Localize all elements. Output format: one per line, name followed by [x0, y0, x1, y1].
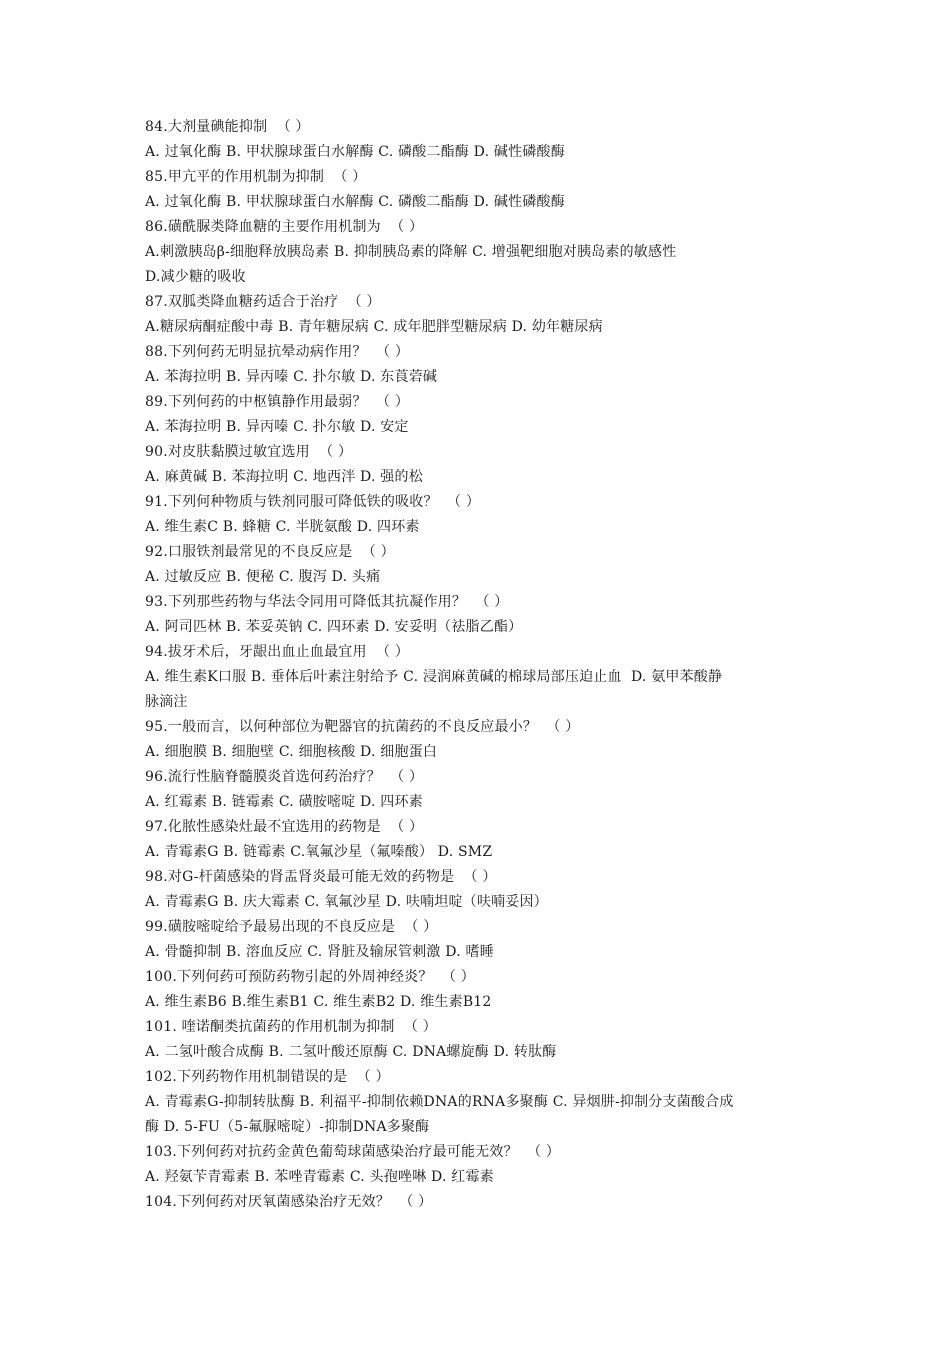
text-line: 87.双胍类降血糖药适合于治疗 （ ）	[145, 294, 381, 310]
text-line: 92.口服铁剂最常见的不良反应是 （ ）	[145, 544, 395, 560]
text-line: A. 阿司匹林 B. 苯妥英钠 C. 四环素 D. 安妥明（祛脂乙酯）	[145, 619, 523, 635]
text-line: 89.下列何药的中枢镇静作用最弱？ （ ）	[145, 394, 410, 410]
text-line: 96.流行性脑脊髓膜炎首选何药治疗？ （ ）	[145, 769, 424, 785]
text-line: 85.甲亢平的作用机制为抑制 （ ）	[145, 169, 367, 185]
text-line: A. 青霉素G-抑制转肽酶 B. 利福平-抑制依赖DNA的RNA多聚酶 C. 异烟肼-抑制分支菌酸合成	[145, 1094, 734, 1110]
text-line: 84.大剂量碘能抑制 （ ）	[145, 119, 310, 135]
text-line: 98.对G-杆菌感染的肾盂肾炎最可能无效的药物是 （ ）	[145, 869, 497, 885]
text-line: 酶 D. 5-FU（5-氟脲嘧啶）-抑制DNA多聚酶	[145, 1119, 430, 1135]
text-line: A. 过氧化酶 B. 甲状腺球蛋白水解酶 C. 磷酸二酯酶 D. 碱性磷酸酶	[145, 194, 565, 210]
text-line: 100.下列何药可预防药物引起的外周神经炎？ （ ）	[145, 969, 475, 985]
text-line: A. 过氧化酶 B. 甲状腺球蛋白水解酶 C. 磷酸二酯酶 D. 碱性磷酸酶	[145, 144, 565, 160]
text-line: A. 青霉素G B. 链霉素 C.氧氟沙星（氟嗪酸） D. SMZ	[145, 844, 493, 860]
text-line: 103.下列何药对抗药金黄色葡萄球菌感染治疗最可能无效？ （ ）	[145, 1144, 561, 1160]
text-line: 101. 喹诺酮类抗菌药的作用机制为抑制 （ ）	[145, 1019, 437, 1035]
text-line: 97.化脓性感染灶最不宜选用的药物是 （ ）	[145, 819, 424, 835]
text-line: 95.一般而言，以何种部位为靶器官的抗菌药的不良反应最小？ （ ）	[145, 719, 580, 735]
text-line: 91.下列何种物质与铁剂同服可降低铁的吸收？ （ ）	[145, 494, 481, 510]
text-line: 104.下列何药对厌氧菌感染治疗无效？ （ ）	[145, 1194, 433, 1210]
text-line: 88.下列何药无明显抗晕动病作用？ （ ）	[145, 344, 410, 360]
text-line: 94.拔牙术后，牙龈出血止血最宜用 （ ）	[145, 644, 410, 660]
text-line: A. 苯海拉明 B. 异丙嗪 C. 扑尔敏 D. 安定	[145, 419, 409, 435]
text-line: A. 麻黄碱 B. 苯海拉明 C. 地西泮 D. 强的松	[145, 469, 423, 485]
text-line: D.减少糖的吸收	[145, 269, 246, 285]
text-line: 99.磺胺嘧啶给予最易出现的不良反应是 （ ）	[145, 919, 438, 935]
text-line: 90.对皮肤黏膜过敏宜选用 （ ）	[145, 444, 353, 460]
text-line: A. 骨髓抑制 B. 溶血反应 C. 肾脏及输尿管刺激 D. 嗜睡	[145, 944, 494, 960]
text-line: A. 维生素K口服 B. 垂体后叶素注射给予 C. 浸润麻黄碱的棉球局部压迫止血 D. 氨甲苯酸静	[145, 669, 723, 685]
text-line: A. 过敏反应 B. 便秘 C. 腹泻 D. 头痛	[145, 569, 381, 585]
text-line: A. 细胞膜 B. 细胞壁 C. 细胞核酸 D. 细胞蛋白	[145, 744, 438, 760]
question-list	[145, 115, 815, 1215]
text-line: A.刺激胰岛β-细胞释放胰岛素 B. 抑制胰岛素的降解 C. 增强靶细胞对胰岛素的敏感性	[145, 244, 677, 260]
text-line: A. 维生素B6 B.维生素B1 C. 维生素B2 D. 维生素B12	[145, 994, 492, 1010]
text-line: A. 二氢叶酸合成酶 B. 二氢叶酸还原酶 C. DNA螺旋酶 D. 转肽酶	[145, 1044, 557, 1060]
text-line: 脉滴注	[145, 694, 188, 710]
text-line: A. 苯海拉明 B. 异丙嗪 C. 扑尔敏 D. 东莨菪碱	[145, 369, 438, 385]
text-line: A.糖尿病酮症酸中毒 B. 青年糖尿病 C. 成年肥胖型糖尿病 D. 幼年糖尿病	[145, 319, 603, 335]
text-line: 93.下列那些药物与华法令同用可降低其抗凝作用？ （ ）	[145, 594, 509, 610]
text-line: A. 红霉素 B. 链霉素 C. 磺胺嘧啶 D. 四环素	[145, 794, 423, 810]
text-line: A. 青霉素G B. 庆大霉素 C. 氧氟沙星 D. 呋喃坦啶（呋喃妥因）	[145, 894, 548, 910]
text-line: A. 羟氨苄青霉素 B. 苯唑青霉素 C. 头孢唑啉 D. 红霉素	[145, 1169, 494, 1185]
text-line: 102.下列药物作用机制错误的是 （ ）	[145, 1069, 390, 1085]
text-line: A. 维生素C B. 蜂糖 C. 半胱氨酸 D. 四环素	[145, 519, 420, 535]
text-line: 86.磺酰脲类降血糖的主要作用机制为 （ ）	[145, 219, 424, 235]
